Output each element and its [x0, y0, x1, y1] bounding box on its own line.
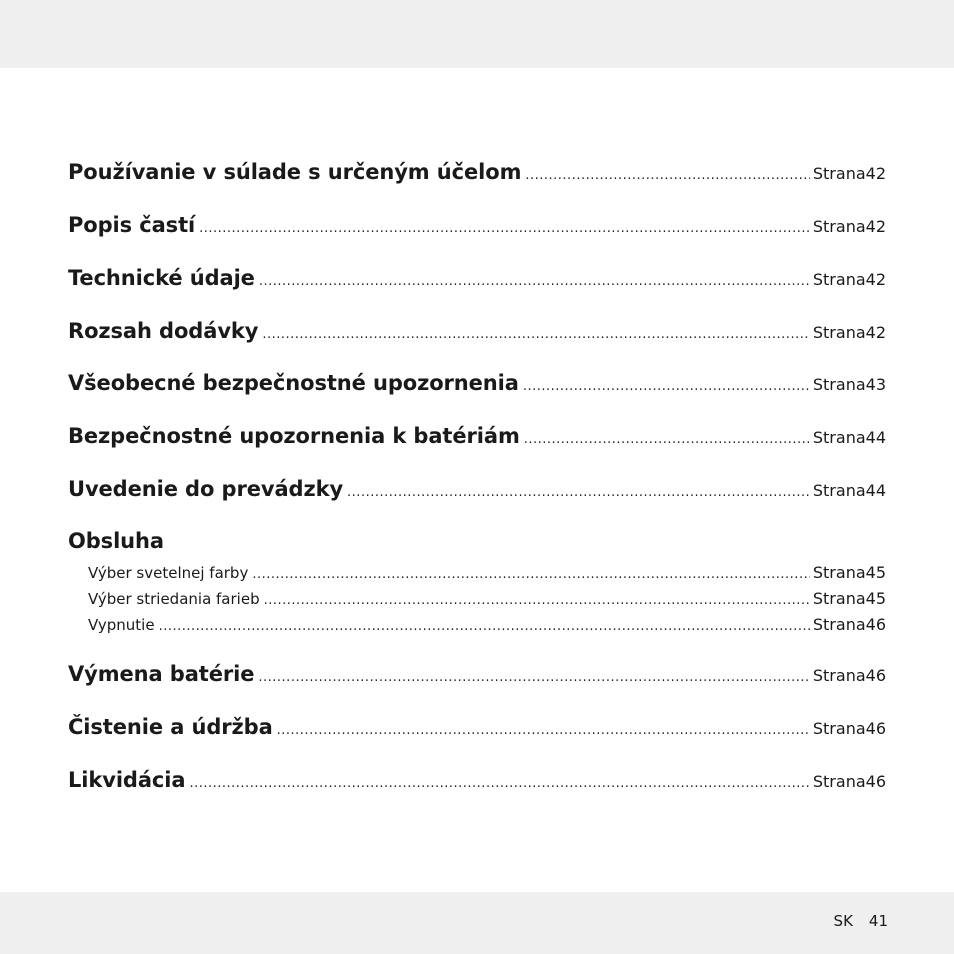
top-band — [0, 0, 954, 68]
toc-subentry-title: Výber striedania farieb — [88, 590, 260, 608]
bottom-band — [0, 892, 954, 954]
page-label: Strana — [812, 270, 866, 289]
leader-dots — [259, 274, 810, 289]
footer-page-number: 41 — [868, 912, 888, 930]
toc-subentry-switch-off[interactable] — [88, 615, 886, 634]
page-number: 45 — [865, 563, 886, 582]
page-label: Strana — [812, 589, 866, 608]
leader-dots — [347, 485, 810, 500]
toc-entry-start-up[interactable] — [68, 477, 886, 501]
toc-entry-title: Všeobecné bezpečnostné upozornenia — [68, 371, 519, 395]
toc-entry-disposal[interactable] — [68, 768, 886, 792]
leader-dots — [524, 432, 810, 447]
page-number: 42 — [865, 270, 886, 289]
page-number: 46 — [865, 719, 886, 738]
page-number: 42 — [865, 217, 886, 236]
toc-entry-parts[interactable] — [68, 213, 886, 237]
page-label: Strana — [812, 428, 866, 447]
leader-dots — [252, 567, 810, 582]
toc-entry-title: Bezpečnostné upozornenia k batériám — [68, 424, 520, 448]
toc-section-operation[interactable] — [68, 529, 886, 553]
page-label: Strana — [812, 719, 866, 738]
leader-dots — [525, 168, 810, 183]
page-label: Strana — [812, 666, 866, 685]
page-number: 42 — [865, 164, 886, 183]
toc-entry-cleaning[interactable] — [68, 715, 886, 739]
toc-subentry-title: Vypnutie — [88, 616, 155, 634]
toc-subentry-title: Výber svetelnej farby — [88, 564, 249, 582]
toc-subentry-light-color[interactable] — [88, 563, 886, 582]
leader-dots — [258, 670, 809, 685]
leader-dots — [277, 723, 810, 738]
toc-entry-intended-use[interactable] — [68, 160, 886, 184]
page-label: Strana — [812, 772, 866, 791]
page-number: 43 — [865, 375, 886, 394]
page-number: 46 — [865, 772, 886, 791]
toc-entry-general-safety[interactable] — [68, 371, 886, 395]
page-number: 46 — [865, 666, 886, 685]
page-footer — [834, 912, 888, 930]
toc-section-title: Obsluha — [68, 529, 164, 553]
toc-entry-title: Výmena batérie — [68, 662, 255, 686]
page-label: Strana — [812, 481, 866, 500]
toc-entry-scope-of-delivery[interactable] — [68, 319, 886, 343]
page-label: Strana — [812, 217, 866, 236]
toc-entry-title: Likvidácia — [68, 768, 186, 792]
leader-dots — [264, 593, 810, 608]
toc-entry-title: Uvedenie do prevádzky — [68, 477, 344, 501]
language-code: SK — [833, 912, 853, 930]
page-label: Strana — [812, 164, 866, 183]
page-number: 42 — [865, 323, 886, 342]
page-number: 45 — [865, 589, 886, 608]
toc-entry-title: Technické údaje — [68, 266, 255, 290]
toc-entry-title: Čistenie a údržba — [68, 715, 273, 739]
toc-entry-technical-data[interactable] — [68, 266, 886, 290]
leader-dots — [523, 379, 810, 394]
toc-entry-title: Rozsah dodávky — [68, 319, 259, 343]
page-label: Strana — [812, 375, 866, 394]
toc-subentry-color-change[interactable] — [88, 589, 886, 608]
page-number: 46 — [865, 615, 886, 634]
toc-entry-battery-replacement[interactable] — [68, 662, 886, 686]
page-number: 44 — [865, 428, 886, 447]
leader-dots — [159, 619, 810, 634]
page-label: Strana — [812, 615, 866, 634]
leader-dots — [189, 776, 809, 791]
page-label: Strana — [812, 323, 866, 342]
page-number: 44 — [865, 481, 886, 500]
toc-entry-battery-safety[interactable] — [68, 424, 886, 448]
leader-dots — [199, 221, 810, 236]
toc-entry-title: Popis častí — [68, 213, 196, 237]
leader-dots — [262, 327, 810, 342]
toc-entry-title: Používanie v súlade s určeným účelom — [68, 160, 522, 184]
page-label: Strana — [812, 563, 866, 582]
